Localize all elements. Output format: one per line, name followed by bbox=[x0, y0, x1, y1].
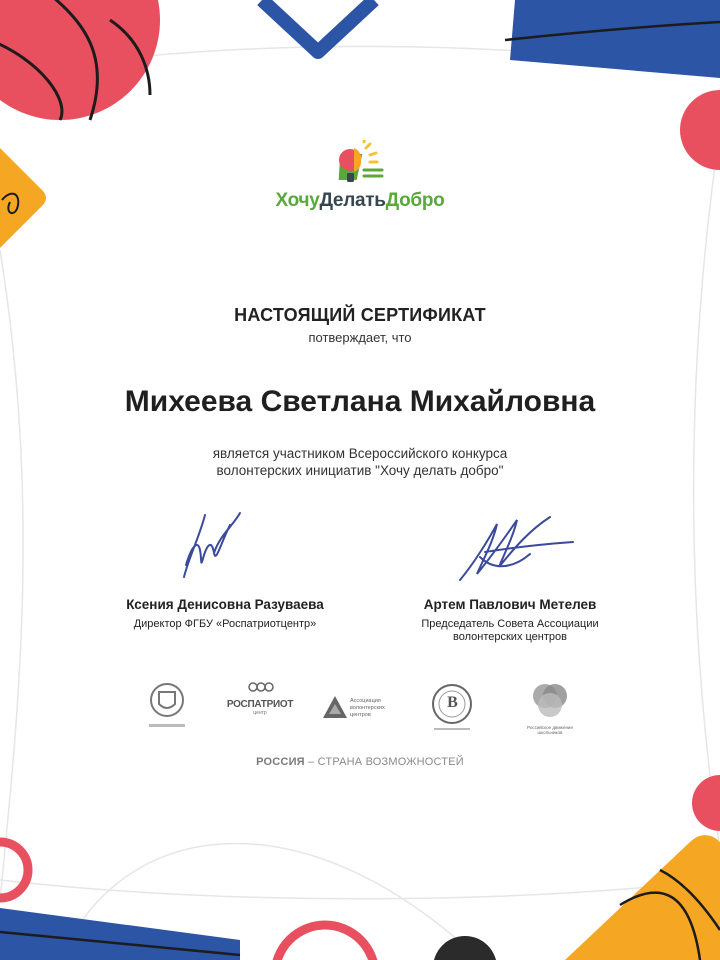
bottom-red-ring bbox=[275, 925, 375, 960]
footer-slogan-text: – СТРАНА ВОЗМОЖНОСТЕЙ bbox=[304, 756, 464, 768]
triangle-mosaic-icon bbox=[322, 694, 348, 720]
hse-letter: В bbox=[447, 694, 458, 711]
signer-left bbox=[100, 597, 350, 631]
bottom-dark-circle bbox=[433, 936, 497, 960]
signer-left-role: Директор ФГБУ «Роспатриотцентр» bbox=[133, 618, 317, 630]
rdsh-circles-icon bbox=[525, 680, 575, 720]
rospatriot-sublabel: центр bbox=[253, 710, 267, 716]
top-right-blue-shape bbox=[505, 0, 720, 78]
certificate-description bbox=[0, 445, 720, 479]
left-orange-shape bbox=[0, 148, 46, 248]
description-line-2: волонтерских инициатив "Хочу делать добро" bbox=[216, 463, 504, 478]
rdsh-label: Российское движение школьников bbox=[527, 725, 573, 735]
rospatriot-logo bbox=[225, 680, 295, 736]
certificate-subtitle: потверждает, что bbox=[308, 330, 412, 345]
right-red-half-circle-bottom bbox=[692, 775, 720, 831]
association-label: Ассоциация волонтерских центров bbox=[350, 698, 385, 718]
logo-part-1: Хочу bbox=[275, 190, 320, 211]
top-blue-chevron bbox=[262, 0, 374, 52]
recipient-name: Михеева Светлана Михайловна bbox=[124, 385, 596, 418]
lightbulb-logo-icon bbox=[270, 140, 450, 190]
logo-part-2: Делать bbox=[319, 190, 386, 211]
signer-right-role-line-1: Председатель Совета Ассоциации bbox=[421, 618, 599, 630]
description-line-1: является участником Всероссийского конкурса bbox=[212, 446, 508, 461]
signature-right bbox=[455, 512, 580, 587]
signer-left-name: Ксения Денисовна Разуваева bbox=[126, 597, 324, 612]
hse-university-logo bbox=[430, 680, 475, 736]
ministry-emblem-icon bbox=[145, 680, 190, 736]
footer-brand: РОССИЯ bbox=[256, 756, 305, 768]
signer-right bbox=[395, 597, 625, 644]
footer-slogan bbox=[0, 756, 720, 768]
partner-logos bbox=[140, 680, 580, 740]
rdsh-logo bbox=[525, 680, 575, 736]
signer-right-name: Артем Павлович Метелев bbox=[423, 597, 597, 612]
bottom-left-blue-shape bbox=[0, 908, 240, 960]
rospatriot-label: РОСПАТРИОТ bbox=[226, 699, 294, 710]
hochu-delat-dobro-logo bbox=[270, 140, 450, 215]
logo-wordmark bbox=[270, 190, 450, 212]
volunteer-centers-association-logo bbox=[320, 680, 395, 736]
signer-right-role bbox=[395, 618, 625, 644]
certificate-title: НАСТОЯЩИЙ СЕРТИФИКАТ bbox=[234, 305, 486, 325]
signer-right-role-line-2: волонтерских центров bbox=[453, 631, 567, 643]
signature-left bbox=[170, 505, 260, 585]
rospatriot-dots-icon bbox=[225, 680, 295, 694]
logo-part-3: Добро bbox=[385, 190, 445, 211]
right-red-half-circle-top bbox=[680, 90, 720, 170]
bottom-right-orange-diamond bbox=[565, 835, 720, 960]
top-left-red-circle bbox=[0, 0, 160, 120]
